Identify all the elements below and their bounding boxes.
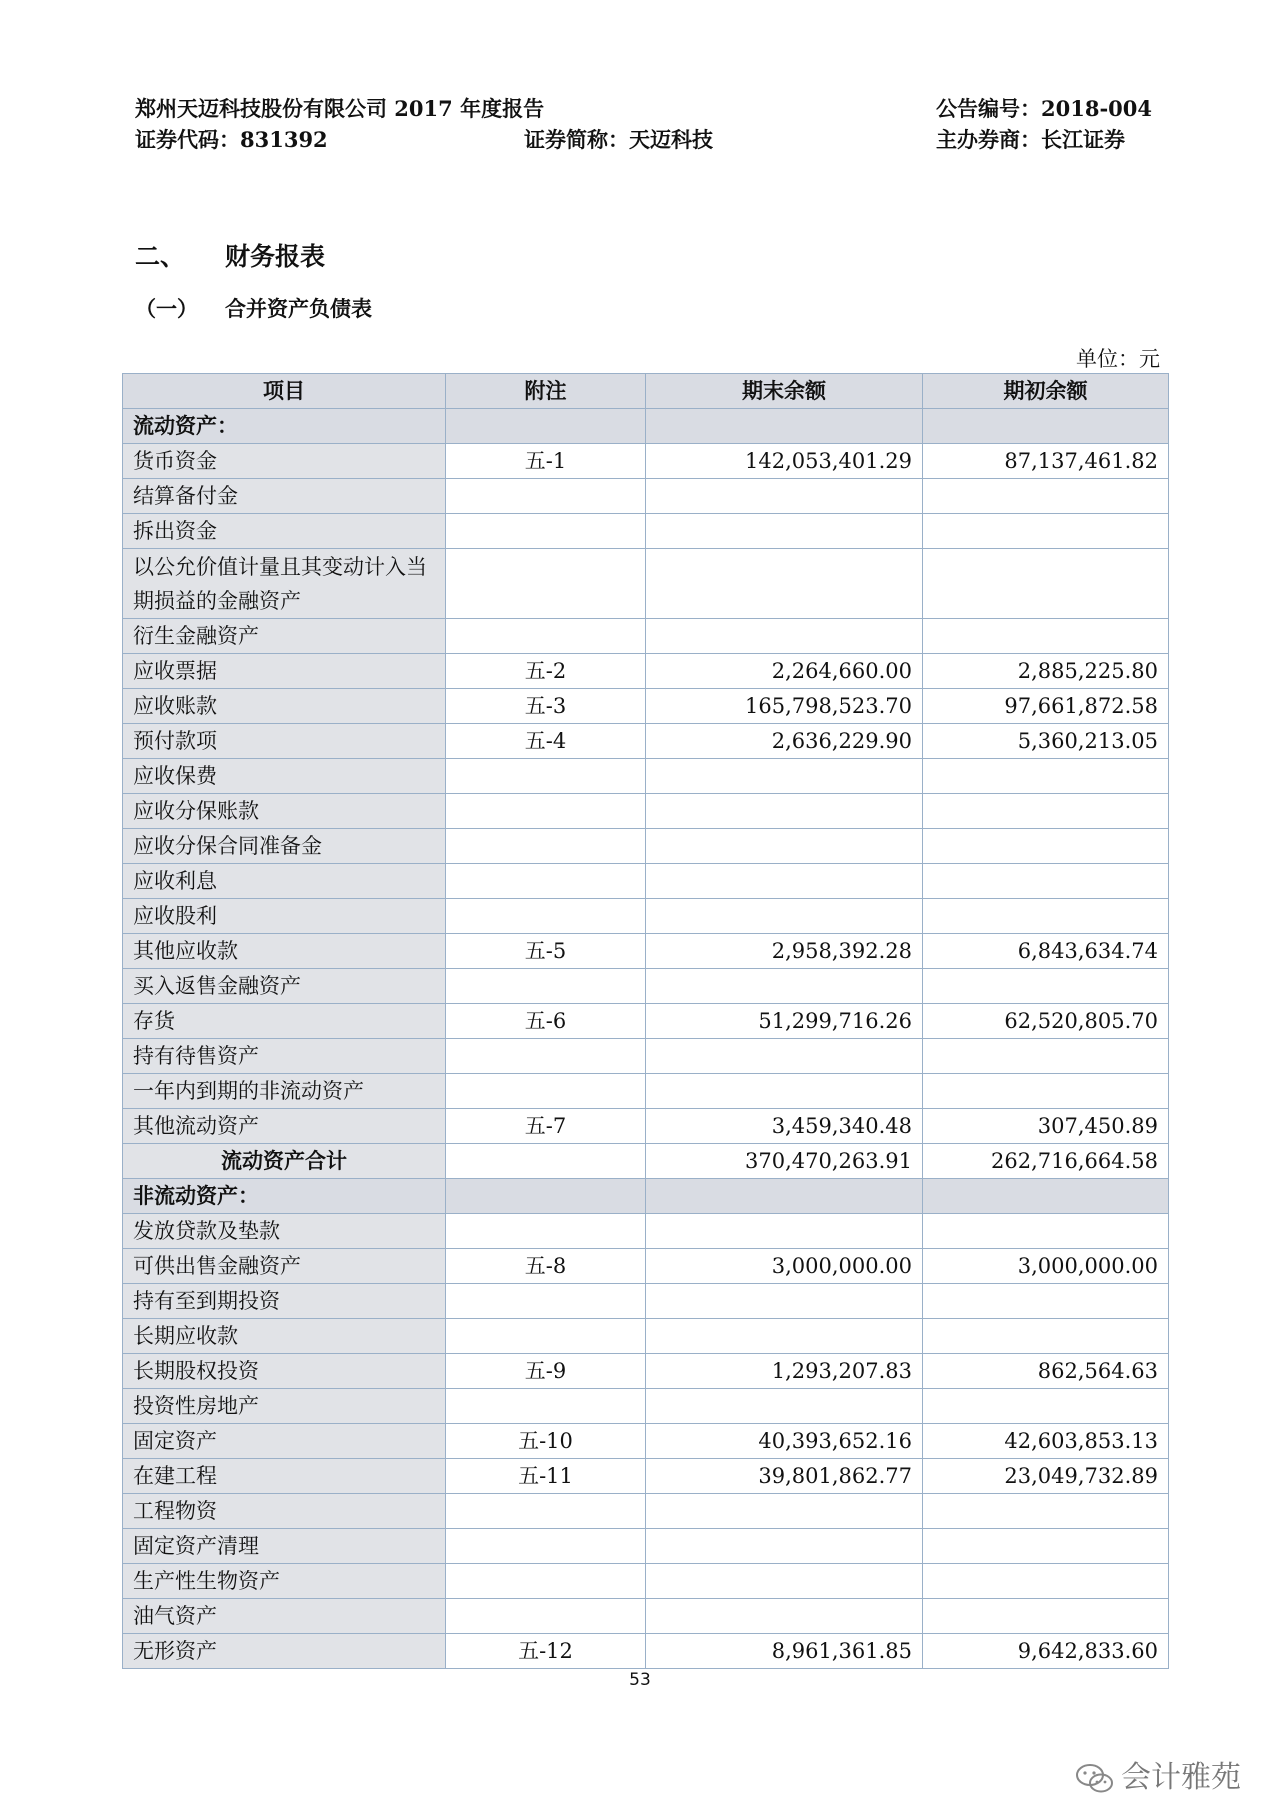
cell-ending-balance: 8,961,361.85 <box>646 1634 923 1669</box>
cell-item: 其他流动资产 <box>123 1109 446 1144</box>
cell-beginning-balance <box>923 1599 1169 1634</box>
column-header-item: 项目 <box>123 374 446 409</box>
cell-item: 应收分保账款 <box>123 794 446 829</box>
cell-note <box>446 1284 646 1319</box>
cell-item: 以公允价值计量且其变动计入当期损益的金融资产 <box>123 549 446 619</box>
page-number: 53 <box>629 1670 651 1690</box>
cell-beginning-balance <box>923 1494 1169 1529</box>
cell-item: 应收分保合同准备金 <box>123 829 446 864</box>
cell-ending-balance <box>646 479 923 514</box>
cell-item: 持有待售资产 <box>123 1039 446 1074</box>
cell-item: 应收票据 <box>123 654 446 689</box>
cell-item: 拆出资金 <box>123 514 446 549</box>
subsection-heading <box>135 293 372 323</box>
table-row <box>123 1564 1169 1599</box>
wechat-icon <box>1075 1762 1115 1796</box>
table-row <box>123 1249 1169 1284</box>
cell-note <box>446 1494 646 1529</box>
cell-ending-balance <box>646 1179 923 1214</box>
cell-note: 五-1 <box>446 444 646 479</box>
table-row <box>123 549 1169 619</box>
cell-item: 在建工程 <box>123 1459 446 1494</box>
cell-item: 其他应收款 <box>123 934 446 969</box>
cell-item: 买入返售金融资产 <box>123 969 446 1004</box>
cell-note <box>446 794 646 829</box>
cell-beginning-balance <box>923 1319 1169 1354</box>
cell-note <box>446 864 646 899</box>
table-row <box>123 1634 1169 1669</box>
cell-beginning-balance: 97,661,872.58 <box>923 689 1169 724</box>
security-abbreviation: 证券简称：天迈科技 <box>524 127 713 152</box>
cell-note: 五-4 <box>446 724 646 759</box>
cell-beginning-balance: 2,885,225.80 <box>923 654 1169 689</box>
table-row <box>123 1354 1169 1389</box>
cell-ending-balance <box>646 899 923 934</box>
table-row <box>123 794 1169 829</box>
cell-item: 发放贷款及垫款 <box>123 1214 446 1249</box>
cell-ending-balance: 3,459,340.48 <box>646 1109 923 1144</box>
section-number: 二、 <box>135 242 186 271</box>
table-row <box>123 444 1169 479</box>
cell-note <box>446 1319 646 1354</box>
cell-ending-balance <box>646 969 923 1004</box>
table-row <box>123 1214 1169 1249</box>
cell-beginning-balance <box>923 514 1169 549</box>
table-row <box>123 969 1169 1004</box>
cell-beginning-balance <box>923 829 1169 864</box>
cell-item: 货币资金 <box>123 444 446 479</box>
cell-beginning-balance: 62,520,805.70 <box>923 1004 1169 1039</box>
cell-beginning-balance <box>923 1284 1169 1319</box>
cell-beginning-balance <box>923 479 1169 514</box>
table-row <box>123 1004 1169 1039</box>
table-row <box>123 1529 1169 1564</box>
table-row <box>123 479 1169 514</box>
cell-ending-balance: 39,801,862.77 <box>646 1459 923 1494</box>
cell-note: 五-12 <box>446 1634 646 1669</box>
watermark <box>1075 1752 1241 1796</box>
cell-ending-balance: 2,958,392.28 <box>646 934 923 969</box>
cell-beginning-balance: 6,843,634.74 <box>923 934 1169 969</box>
cell-beginning-balance <box>923 549 1169 619</box>
cell-beginning-balance <box>923 1389 1169 1424</box>
subsection-title: 合并资产负债表 <box>225 296 372 321</box>
cell-ending-balance <box>646 619 923 654</box>
cell-item: 流动资产： <box>123 409 446 444</box>
cell-ending-balance <box>646 1214 923 1249</box>
cell-item: 非流动资产： <box>123 1179 446 1214</box>
cell-ending-balance <box>646 1074 923 1109</box>
cell-note <box>446 899 646 934</box>
cell-ending-balance <box>646 514 923 549</box>
cell-ending-balance <box>646 1039 923 1074</box>
cell-note: 五-8 <box>446 1249 646 1284</box>
cell-item: 应收账款 <box>123 689 446 724</box>
cell-ending-balance <box>646 409 923 444</box>
cell-note: 五-10 <box>446 1424 646 1459</box>
cell-item: 生产性生物资产 <box>123 1564 446 1599</box>
cell-beginning-balance <box>923 1564 1169 1599</box>
table-row <box>123 1319 1169 1354</box>
cell-ending-balance <box>646 829 923 864</box>
column-header-note: 附注 <box>446 374 646 409</box>
cell-ending-balance <box>646 1564 923 1599</box>
cell-note: 五-5 <box>446 934 646 969</box>
cell-note <box>446 1599 646 1634</box>
cell-ending-balance: 165,798,523.70 <box>646 689 923 724</box>
cell-beginning-balance: 42,603,853.13 <box>923 1424 1169 1459</box>
table-row <box>123 1074 1169 1109</box>
table-row <box>123 1179 1169 1214</box>
cell-ending-balance <box>646 1389 923 1424</box>
table-row <box>123 1039 1169 1074</box>
cell-item: 一年内到期的非流动资产 <box>123 1074 446 1109</box>
cell-ending-balance: 370,470,263.91 <box>646 1144 923 1179</box>
table-row <box>123 1599 1169 1634</box>
balance-sheet-table <box>122 373 1169 1669</box>
cell-beginning-balance <box>923 619 1169 654</box>
cell-note <box>446 759 646 794</box>
cell-ending-balance <box>646 864 923 899</box>
cell-beginning-balance <box>923 1214 1169 1249</box>
cell-beginning-balance: 262,716,664.58 <box>923 1144 1169 1179</box>
section-title: 财务报表 <box>225 242 326 271</box>
table-row <box>123 409 1169 444</box>
cell-note: 五-6 <box>446 1004 646 1039</box>
cell-beginning-balance <box>923 1529 1169 1564</box>
cell-beginning-balance <box>923 1179 1169 1214</box>
cell-beginning-balance <box>923 1039 1169 1074</box>
cell-beginning-balance <box>923 969 1169 1004</box>
cell-item: 持有至到期投资 <box>123 1284 446 1319</box>
table-row <box>123 654 1169 689</box>
cell-ending-balance: 142,053,401.29 <box>646 444 923 479</box>
cell-note <box>446 479 646 514</box>
table-row <box>123 689 1169 724</box>
cell-ending-balance <box>646 1284 923 1319</box>
cell-ending-balance: 3,000,000.00 <box>646 1249 923 1284</box>
cell-item: 流动资产合计 <box>123 1144 446 1179</box>
table-row <box>123 1424 1169 1459</box>
cell-beginning-balance <box>923 759 1169 794</box>
report-title: 郑州天迈科技股份有限公司 2017 年度报告 <box>135 96 545 121</box>
cell-item: 固定资产清理 <box>123 1529 446 1564</box>
cell-note <box>446 1144 646 1179</box>
table-row <box>123 1494 1169 1529</box>
cell-note <box>446 409 646 444</box>
table-row <box>123 1109 1169 1144</box>
cell-item: 衍生金融资产 <box>123 619 446 654</box>
cell-note <box>446 1039 646 1074</box>
cell-beginning-balance: 9,642,833.60 <box>923 1634 1169 1669</box>
table-row <box>123 829 1169 864</box>
cell-item: 应收股利 <box>123 899 446 934</box>
cell-ending-balance <box>646 1599 923 1634</box>
cell-note <box>446 1179 646 1214</box>
cell-beginning-balance: 862,564.63 <box>923 1354 1169 1389</box>
cell-item: 应收利息 <box>123 864 446 899</box>
cell-ending-balance: 2,636,229.90 <box>646 724 923 759</box>
cell-note <box>446 969 646 1004</box>
cell-item: 油气资产 <box>123 1599 446 1634</box>
cell-ending-balance: 1,293,207.83 <box>646 1354 923 1389</box>
cell-ending-balance <box>646 759 923 794</box>
cell-ending-balance: 51,299,716.26 <box>646 1004 923 1039</box>
cell-ending-balance: 2,264,660.00 <box>646 654 923 689</box>
column-header-beginning-balance: 期初余额 <box>923 374 1169 409</box>
cell-note <box>446 1074 646 1109</box>
cell-beginning-balance: 307,450.89 <box>923 1109 1169 1144</box>
table-row <box>123 619 1169 654</box>
currency-unit: 单位：元 <box>1076 347 1160 371</box>
table-row <box>123 724 1169 759</box>
cell-beginning-balance <box>923 864 1169 899</box>
section-heading <box>135 237 325 273</box>
cell-note: 五-3 <box>446 689 646 724</box>
announcement-number: 公告编号：2018-004 <box>936 96 1152 121</box>
cell-note <box>446 619 646 654</box>
cell-ending-balance <box>646 1529 923 1564</box>
cell-beginning-balance <box>923 409 1169 444</box>
column-header-ending-balance: 期末余额 <box>646 374 923 409</box>
table-row <box>123 1389 1169 1424</box>
cell-ending-balance <box>646 1494 923 1529</box>
cell-ending-balance <box>646 549 923 619</box>
table-row <box>123 934 1169 969</box>
cell-note <box>446 514 646 549</box>
cell-ending-balance <box>646 1319 923 1354</box>
cell-item: 结算备付金 <box>123 479 446 514</box>
table-row <box>123 1284 1169 1319</box>
cell-item: 预付款项 <box>123 724 446 759</box>
cell-note: 五-7 <box>446 1109 646 1144</box>
table-row <box>123 759 1169 794</box>
sponsor-broker: 主办券商：长江证券 <box>936 127 1125 152</box>
cell-note <box>446 1389 646 1424</box>
cell-item: 长期股权投资 <box>123 1354 446 1389</box>
table-row <box>123 514 1169 549</box>
watermark-text: 会计雅苑 <box>1121 1760 1241 1795</box>
table-row <box>123 899 1169 934</box>
cell-beginning-balance: 3,000,000.00 <box>923 1249 1169 1284</box>
cell-item: 长期应收款 <box>123 1319 446 1354</box>
cell-beginning-balance: 87,137,461.82 <box>923 444 1169 479</box>
cell-item: 可供出售金融资产 <box>123 1249 446 1284</box>
cell-beginning-balance <box>923 1074 1169 1109</box>
cell-ending-balance: 40,393,652.16 <box>646 1424 923 1459</box>
cell-beginning-balance: 23,049,732.89 <box>923 1459 1169 1494</box>
subsection-number: （一） <box>135 296 198 321</box>
cell-item: 无形资产 <box>123 1634 446 1669</box>
table-row <box>123 1144 1169 1179</box>
cell-note <box>446 1564 646 1599</box>
cell-note: 五-11 <box>446 1459 646 1494</box>
table-header-row <box>123 374 1169 409</box>
cell-note <box>446 1529 646 1564</box>
cell-item: 投资性房地产 <box>123 1389 446 1424</box>
cell-note: 五-2 <box>446 654 646 689</box>
cell-item: 应收保费 <box>123 759 446 794</box>
cell-item: 固定资产 <box>123 1424 446 1459</box>
cell-item: 存货 <box>123 1004 446 1039</box>
cell-note <box>446 549 646 619</box>
table-row <box>123 1459 1169 1494</box>
cell-note <box>446 829 646 864</box>
cell-item: 工程物资 <box>123 1494 446 1529</box>
table-row <box>123 864 1169 899</box>
cell-note: 五-9 <box>446 1354 646 1389</box>
cell-beginning-balance <box>923 899 1169 934</box>
cell-ending-balance <box>646 794 923 829</box>
cell-note <box>446 1214 646 1249</box>
cell-beginning-balance <box>923 794 1169 829</box>
cell-beginning-balance: 5,360,213.05 <box>923 724 1169 759</box>
security-code: 证券代码：831392 <box>135 127 328 152</box>
